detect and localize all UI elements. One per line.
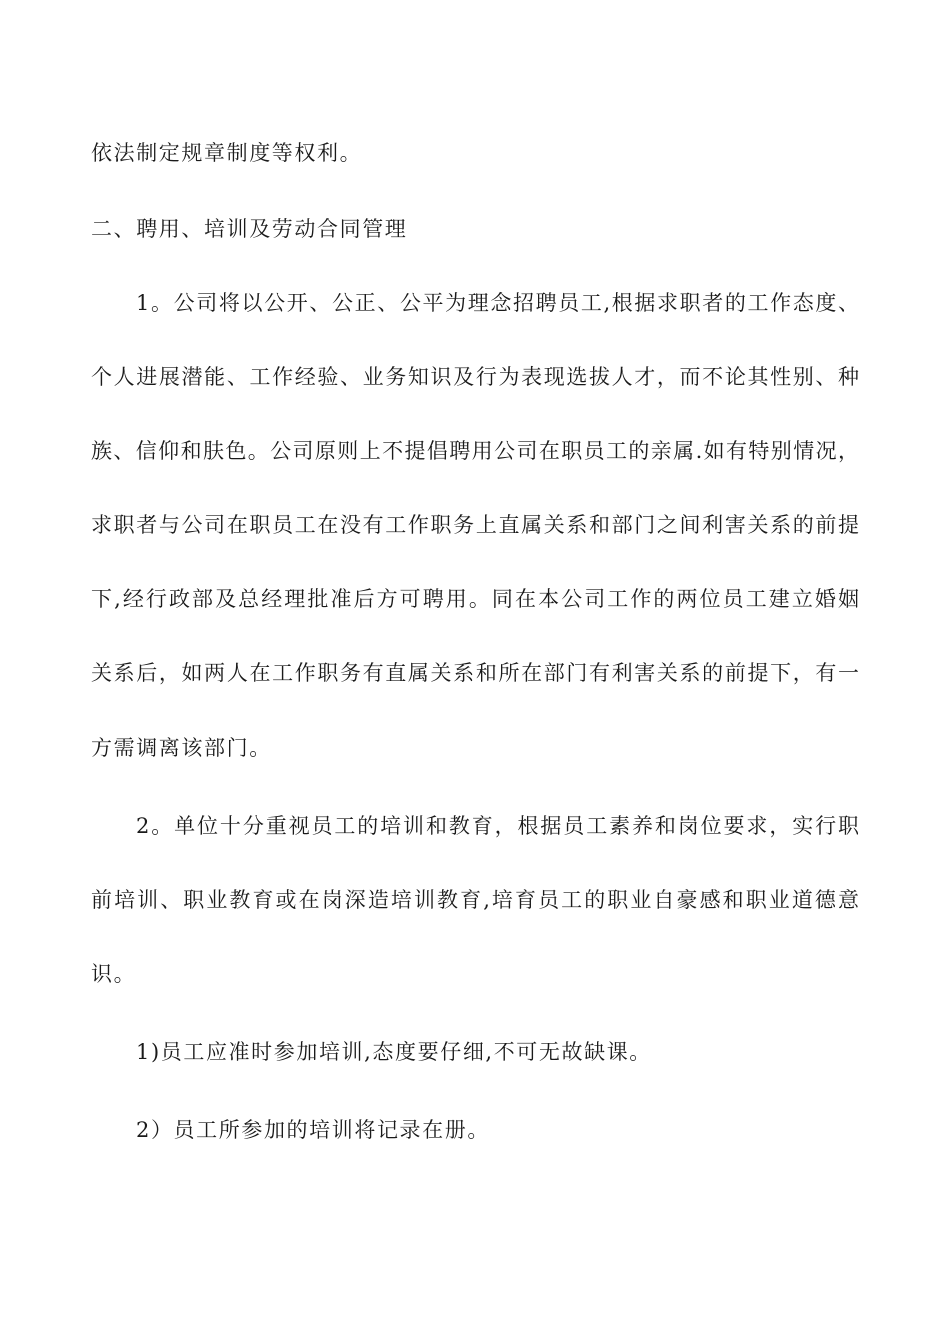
paragraph-line: 2。单位十分重视员工的培训和教育，根据员工素养和岗位要求，实行职 [136, 814, 859, 838]
section-heading: 二、聘用、培训及劳动合同管理 [91, 217, 408, 241]
list-item: 2）员工所参加的培训将记录在册。 [136, 1118, 490, 1142]
paragraph-line: 求职者与公司在职员工在没有工作职务上直属关系和部门之间利害关系的前提 [91, 513, 859, 537]
paragraph-line: 1。公司将以公开、公正、公平为理念招聘员工,根据求职者的工作态度、 [136, 291, 859, 315]
list-item: 1)员工应准时参加培训,态度要仔细,不可无故缺课。 [136, 1040, 652, 1064]
paragraph-line: 关系后，如两人在工作职务有直属关系和所在部门有利害关系的前提下，有一 [91, 661, 859, 685]
paragraph-line: 依法制定规章制度等权利。 [91, 141, 363, 165]
paragraph-line: 下,经行政部及总经理批准后方可聘用。同在本公司工作的两位员工建立婚姻 [91, 587, 859, 611]
paragraph-line: 前培训、职业教育或在岗深造培训教育,培育员工的职业自豪感和职业道德意 [91, 888, 859, 912]
paragraph-line: 识。 [91, 962, 137, 986]
paragraph-line: 个人进展潜能、工作经验、业务知识及行为表现选拔人才，而不论其性别、种 [91, 365, 859, 389]
paragraph-line: 族、信仰和肤色。公司原则上不提倡聘用公司在职员工的亲属.如有特别情况， [91, 439, 859, 463]
paragraph-line: 方需调离该部门。 [91, 736, 272, 760]
